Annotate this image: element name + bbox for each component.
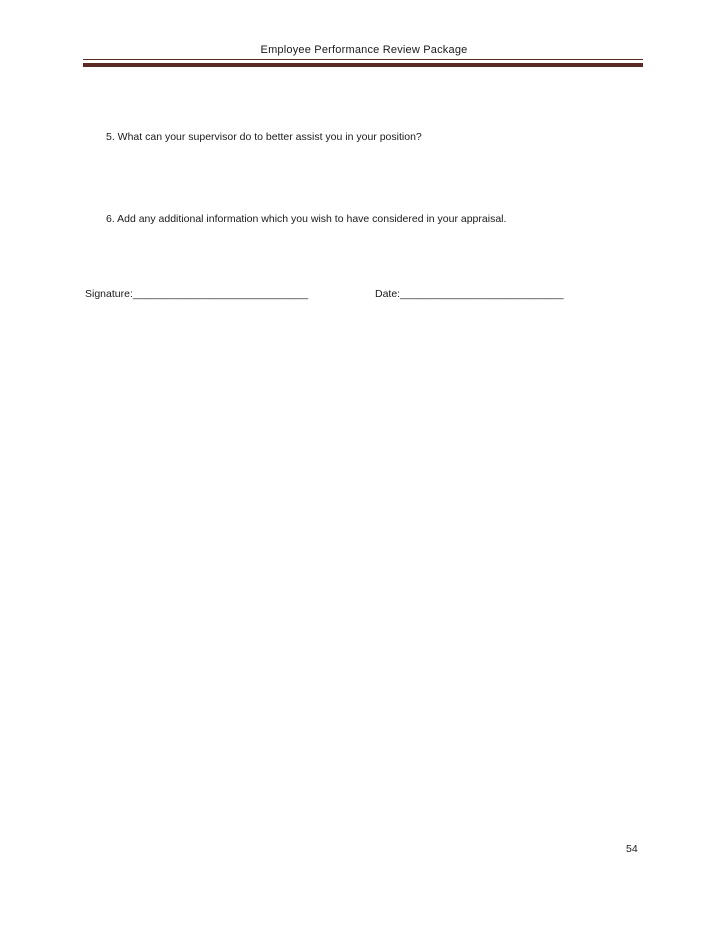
page-number: 54 [626, 843, 638, 855]
page-header-title: Employee Performance Review Package [260, 44, 468, 56]
question-5: 5. What can your supervisor do to better assist you in your position? [106, 131, 422, 143]
signature-field: Signature:______________________________ [85, 288, 309, 300]
date-field: Date:____________________________ [375, 288, 564, 300]
header-rule-thin [83, 59, 643, 60]
header-rule-thick [83, 63, 643, 67]
question-6: 6. Add any additional information which you wish to have considered in your appraisal. [106, 213, 507, 225]
